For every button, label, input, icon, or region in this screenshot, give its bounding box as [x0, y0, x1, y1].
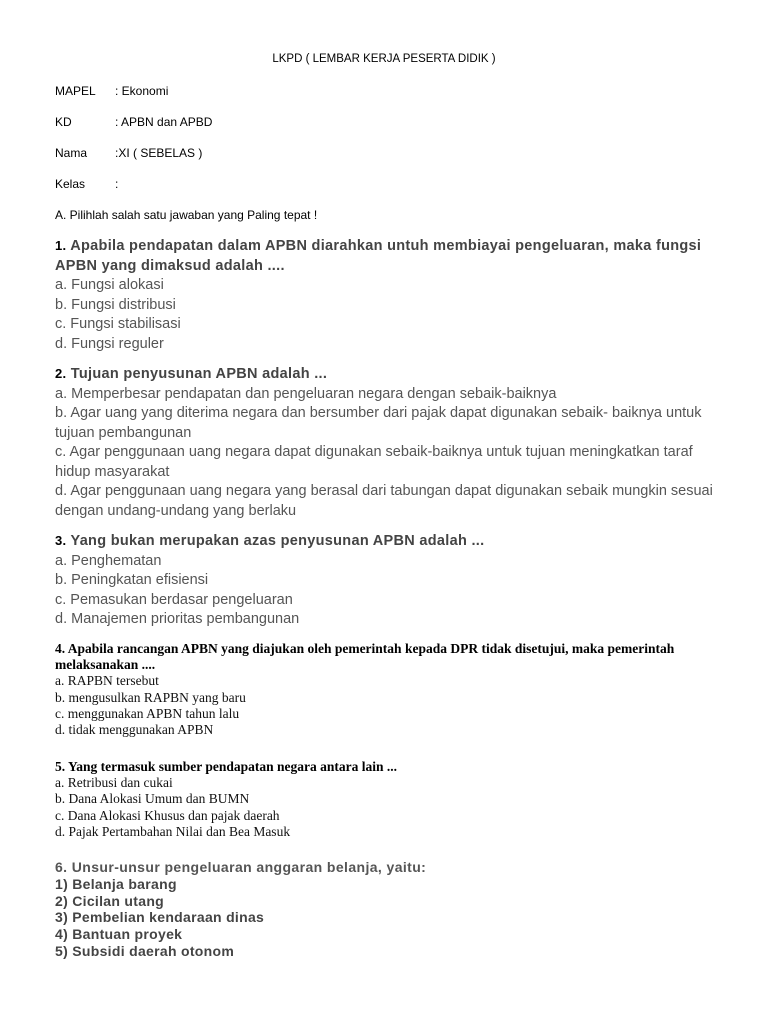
question-1-number: 1. — [55, 238, 67, 253]
question-1-text — [55, 236, 715, 276]
question-3-number: 3. — [55, 533, 67, 548]
question-3 — [55, 531, 715, 630]
question-6 — [55, 859, 715, 960]
question-2-number: 2. — [55, 366, 67, 381]
question-1 — [55, 236, 715, 354]
nama-value: :XI ( SEBELAS ) — [115, 146, 203, 160]
kelas-label: Kelas — [55, 177, 86, 191]
question-3-option-b: b. Peningkatan efisiensi — [55, 572, 209, 588]
question-3-option-c: c. Pemasukan berdasar pengeluaran — [55, 591, 293, 608]
question-6-item-1: 1) Belanja barang — [55, 875, 177, 892]
question-3-option-d: d. Manajemen prioritas pembangunan — [55, 611, 300, 627]
question-2-option-c: c. Agar penggunaan uang negara dapat digunakan sebaik-baiknya untuk tujuan meningkatkan taraf hidup masyarakat — [55, 444, 693, 480]
question-4-text: 4. Apabila rancangan APBN yang diajukan oleh pemerintah kepada DPR tidak disetujui, maka pemerintah melaksanakan .... — [55, 641, 675, 673]
question-5-text: 5. Yang termasuk sumber pendapatan negara antara lain ... — [55, 759, 398, 774]
kd-label: KD — [55, 115, 72, 129]
mapel-row — [55, 84, 168, 98]
question-4-option-b: b. mengusulkan RAPBN yang baru — [55, 689, 246, 705]
question-3-text — [55, 531, 715, 552]
question-5-option-b: b. Dana Alokasi Umum dan BUMN — [55, 791, 250, 807]
question-1-option-b: b. Fungsi distribusi — [55, 296, 176, 313]
question-2-option-d: d. Agar penggunaan uang negara yang berasal dari tabungan dapat digunakan sebaik mungkin sesuai dengan undang-undang yang berlaku — [55, 483, 713, 519]
question-2-stem: Tujuan penyusunan APBN adalah ... — [66, 366, 328, 382]
page-title: LKPD ( LEMBAR KERJA PESERTA DIDIK ) — [272, 53, 496, 65]
question-2 — [55, 364, 715, 521]
question-6-text: 6. Unsur-unsur pengeluaran anggaran belanja, yaitu: — [55, 859, 427, 875]
mapel-value: : Ekonomi — [115, 84, 169, 98]
question-2-text — [55, 364, 715, 385]
question-6-item-3: 3) Pembelian kendaraan dinas — [55, 909, 265, 926]
question-2-option-b: b. Agar uang yang diterima negara dan bersumber dari pajak dapat digunakan sebaik- baiknya untuk tujuan pembangunan — [55, 405, 702, 441]
question-3-stem: Yang bukan merupakan azas penyusunan APBN adalah ... — [66, 533, 485, 549]
question-5-option-d: d. Pajak Pertambahan Nilai dan Bea Masuk — [55, 823, 291, 839]
kelas-row — [55, 177, 118, 191]
question-1-option-c: c. Fungsi stabilisasi — [55, 316, 181, 332]
kd-row — [55, 115, 212, 129]
question-3-option-a: a. Penghematan — [55, 552, 162, 569]
question-4 — [55, 641, 715, 738]
question-1-stem: Apabila pendapatan dalam APBN diarahkan untuh membiayai pengeluaran, maka fungsi APBN yang dimaksud adalah .... — [55, 238, 702, 274]
question-6-item-5: 5) Subsidi daerah otonom — [55, 942, 235, 959]
kelas-value: : — [115, 177, 119, 191]
question-6-item-2: 2) Cicilan utang — [55, 892, 165, 909]
question-5-option-c: c. Dana Alokasi Khusus dan pajak daerah — [55, 807, 280, 823]
question-5-option-a: a. Retribusi dan cukai — [55, 775, 173, 791]
question-6-item-4: 4) Bantuan proyek — [55, 926, 183, 943]
nama-label: Nama — [55, 146, 88, 160]
question-4-option-a: a. RAPBN tersebut — [55, 673, 159, 689]
mapel-label: MAPEL — [55, 84, 96, 98]
question-2-option-a: a. Memperbesar pendapatan dan pengeluaran negara dengan sebaik-baiknya — [55, 385, 557, 402]
question-5 — [55, 759, 715, 840]
question-1-option-a: a. Fungsi alokasi — [55, 277, 164, 293]
kd-value: : APBN dan APBD — [115, 115, 213, 129]
nama-row — [55, 146, 202, 160]
instruction: A. Pilihlah salah satu jawaban yang Paling tepat ! — [55, 208, 318, 222]
question-1-option-d: d. Fungsi reguler — [55, 335, 164, 352]
question-4-option-c: c. menggunakan APBN tahun lalu — [55, 705, 240, 721]
question-4-option-d: d. tidak menggunakan APBN — [55, 722, 214, 738]
